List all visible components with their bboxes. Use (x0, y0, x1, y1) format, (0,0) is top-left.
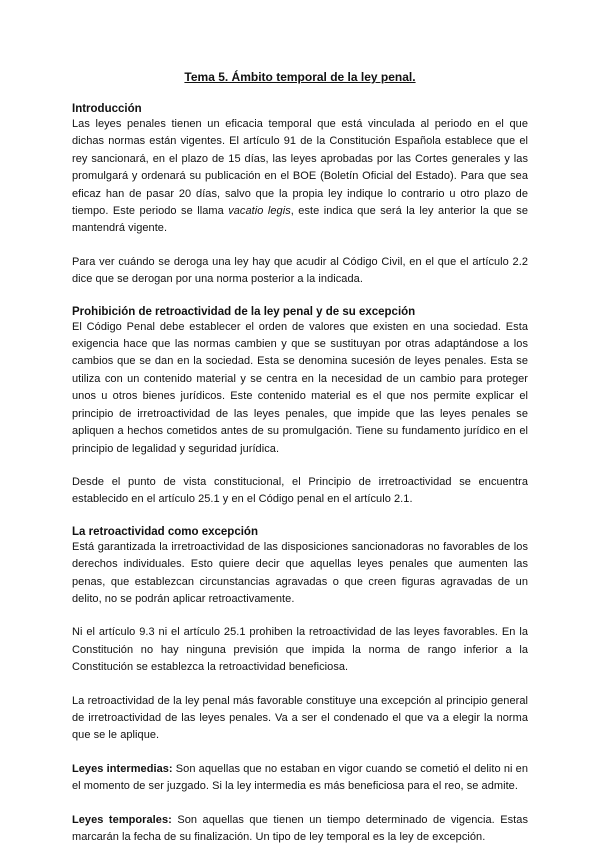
excepcion-paragraph-1: Está garantizada la irretroactividad de las disposiciones sancionadoras no favorables de los derechos individuales. Esto quiere decir que aquellas leyes penales que aumenten las penas, que establezcan circunstancias agravadas o que creen figuras agravadas de un delito, no se podrán aplicar retroactivamente. (72, 540, 528, 605)
prohibicion-paragraph-1: El Código Penal debe establecer el orden de valores que existen en una sociedad. Esta exigencia hace que las normas cambien y que se sustituyan por otras adaptándose a los cambios que se dan en la sociedad. Esta se denomina sucesión de leyes penales. Esta se utiliza con un contenido material y se centra en la necesidad de un cambio para proteger unos u otros bienes jurídicos. Este contenido material es el que nos permite explicar el principio de irretroactividad de las leyes penales, que impide que las leyes penales se apliquen a hechos cometidos antes de su promulgación. Tiene su fundamento jurídico en el principio de legalidad y seguridad jurídica. (72, 320, 528, 455)
leyes-temporales-paragraph (72, 812, 528, 847)
intro-paragraph-1 (72, 116, 528, 238)
prohibicion-heading: Prohibición de retroactividad de la ley penal y de su excepción (72, 305, 416, 318)
prohibicion-paragraph-2: Desde el punto de vista constitucional, el Principio de irretroactividad se encuentra establecido en el artículo 25.1 y en el Código penal en el artículo 2.1. (72, 475, 528, 506)
intro-heading: Introducción (72, 103, 142, 115)
document-title: Tema 5. Ámbito temporal de la ley penal. (184, 70, 416, 84)
excepcion-heading: La retroactividad como excepción (72, 525, 258, 538)
intro-p1-text-b: , este indica que será la ley anterior la que se mantendrá vigente. (72, 205, 528, 235)
leyes-intermedias-paragraph (72, 761, 528, 796)
excepcion-paragraph-3: La retroactividad de la ley penal más favorable constituye una excepción al principio general de irretroactividad de las leyes penales. Va a ser el condenado el que va a elegir la norma que se le aplique. (72, 694, 528, 742)
excepcion-paragraph-2: Ni el artículo 9.3 ni el artículo 25.1 prohiben la retroactividad de las leyes favorables. En la Constitución no hay ninguna previsión que impida la norma de rango inferior a la Constitución se establezca la retroactividad beneficiosa. (72, 626, 528, 674)
document-page (72, 70, 528, 846)
leyes-temporales-text: Son aquellas que tienen un tiempo determinado de vigencia. Estas marcarán la fecha de su finalización. Un tipo de ley temporal es la ley de excepción. (72, 813, 528, 843)
intro-paragraph-2: Para ver cuándo se deroga una ley hay que acudir al Código Civil, en el que el artículo 2.2 dice que se derogan por una norma posterior a la indicada. (72, 255, 528, 286)
leyes-intermedias-text: Son aquellas que no estaban en vigor cuando se cometió el delito ni en el momento de ser juzgado. Si la ley intermedia es más beneficiosa para el reo, se admite. (72, 762, 528, 793)
vacatio-legis-term: vacatio legis (228, 205, 291, 218)
leyes-temporales-label: Leyes temporales: (72, 813, 172, 826)
leyes-intermedias-label: Leyes intermedias: (72, 762, 173, 775)
intro-p1-text-a: Las leyes penales tienen un eficacia temporal que está vinculada al periodo en el que dichas normas están vigentes. El artículo 91 de la Constitución Española establece que el rey sancionará, en el plazo de 15 días, las leyes aprobadas por las Cortes generales y las promulgará y ordenará su publicación en el BOE (Boletín Oficial del Estado). Para que sea eficaz han de pasar 20 días, salvo que la propia ley indique lo contrario u otro plazo de tiempo. Este periodo se llama (72, 118, 528, 218)
